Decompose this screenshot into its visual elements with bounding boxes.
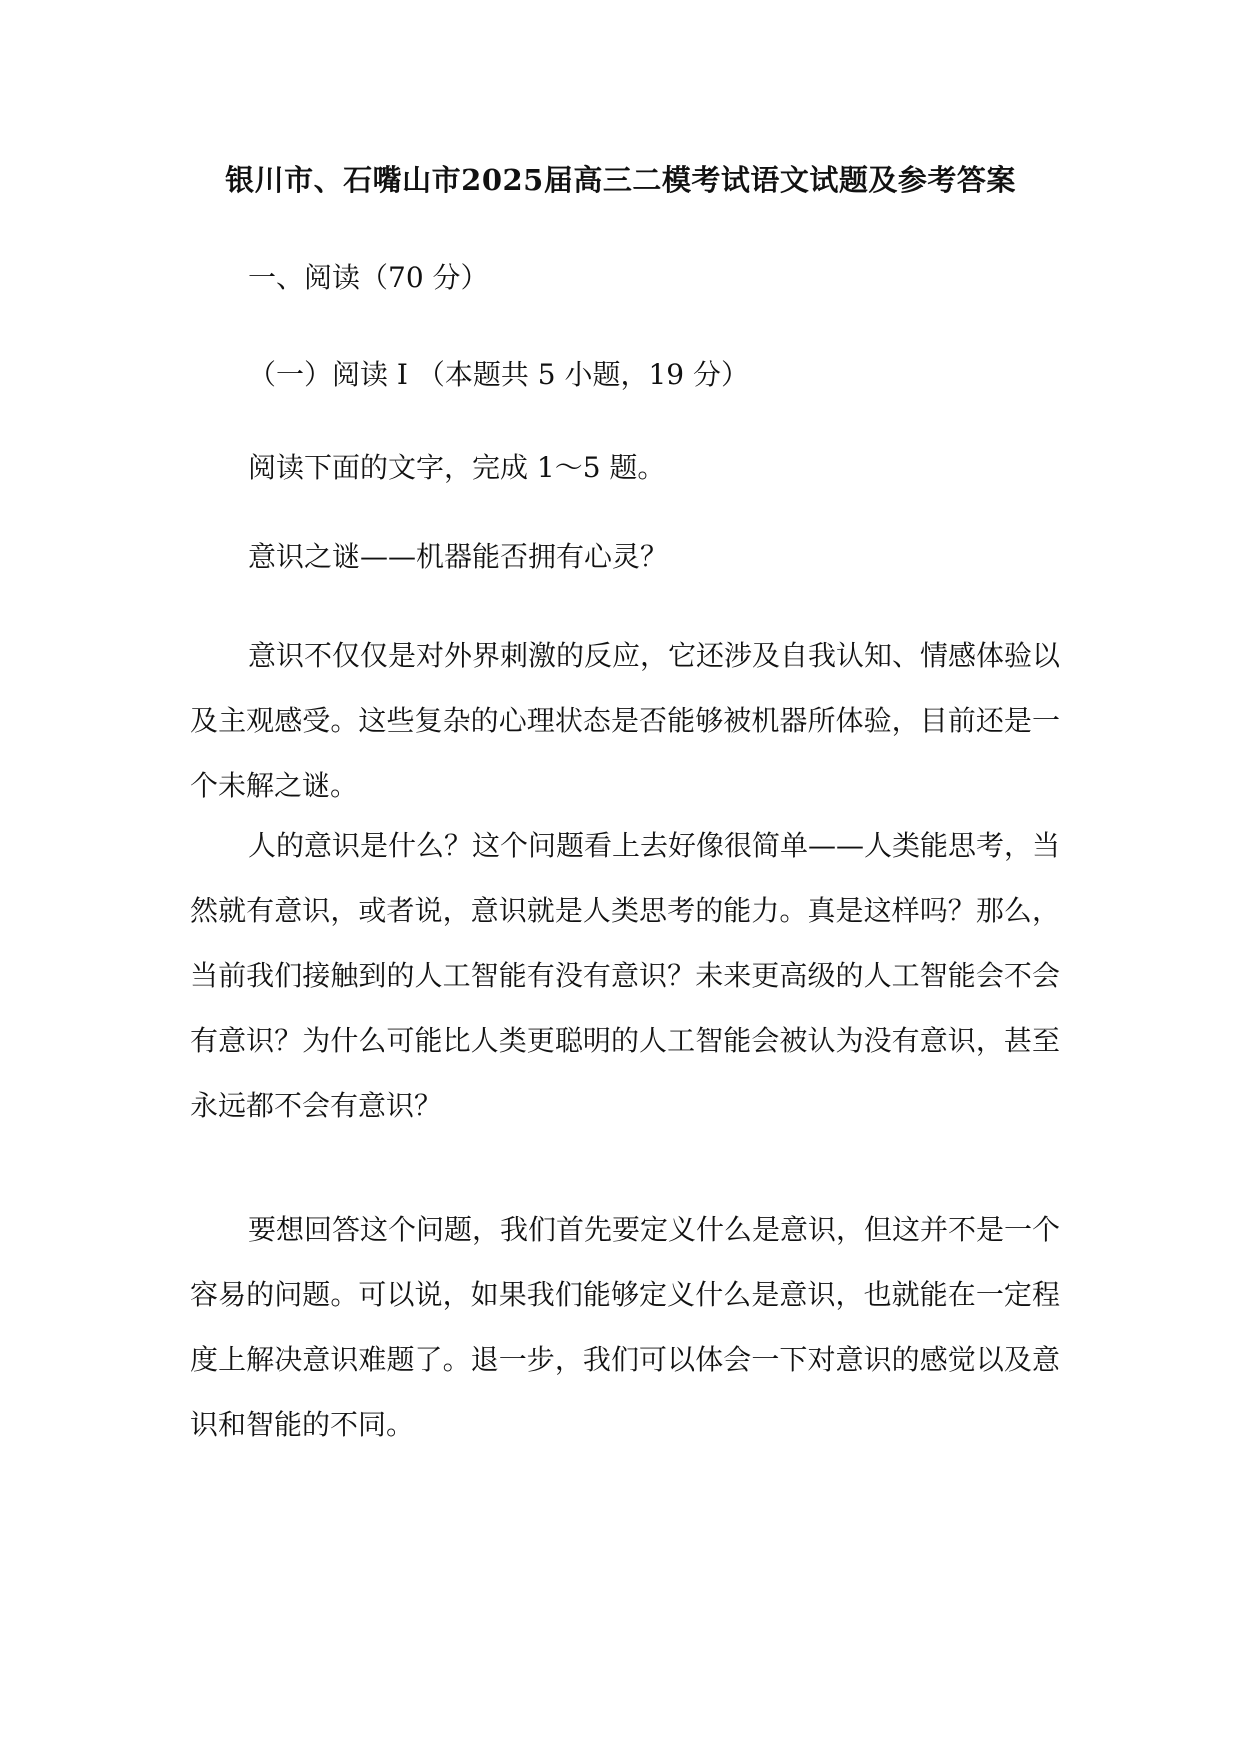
article-title: 意识之谜——机器能否拥有心灵？ [248, 540, 669, 573]
article-paragraph-3: 要想回答这个问题，我们首先要定义什么是意识，但这并不是一个容易的问题。可以说，如果我们能够定义什么是意识，也就能在一定程度上解决意识难题了。退一步，我们可以体会一下对意识的感觉以及意识和智能的不同。 [190, 1213, 1061, 1441]
section-heading: 一、阅读（70 分） [248, 261, 489, 294]
document-title: 银川市、石嘴山市2025届高三二模考试语文试题及参考答案 [225, 163, 1016, 197]
article-paragraph-2: 人的意识是什么？这个问题看上去好像很简单——人类能思考，当然就有意识，或者说，意识就是人类思考的能力。真是这样吗？那么，当前我们接触到的人工智能有没有意识？未来更高级的人工智能会不会有意识？为什么可能比人类更聪明的人工智能会被认为没有意识，甚至永远都不会有意识？ [190, 829, 1061, 1122]
subsection-heading: （一）阅读 I （本题共 5 小题，19 分） [248, 358, 750, 391]
reading-instruction: 阅读下面的文字，完成 1～5 题。 [248, 451, 666, 484]
article-paragraph-1: 意识不仅仅是对外界刺激的反应，它还涉及自我认知、情感体验以及主观感受。这些复杂的心理状态是否能够被机器所体验，目前还是一个未解之谜。 [190, 639, 1061, 802]
